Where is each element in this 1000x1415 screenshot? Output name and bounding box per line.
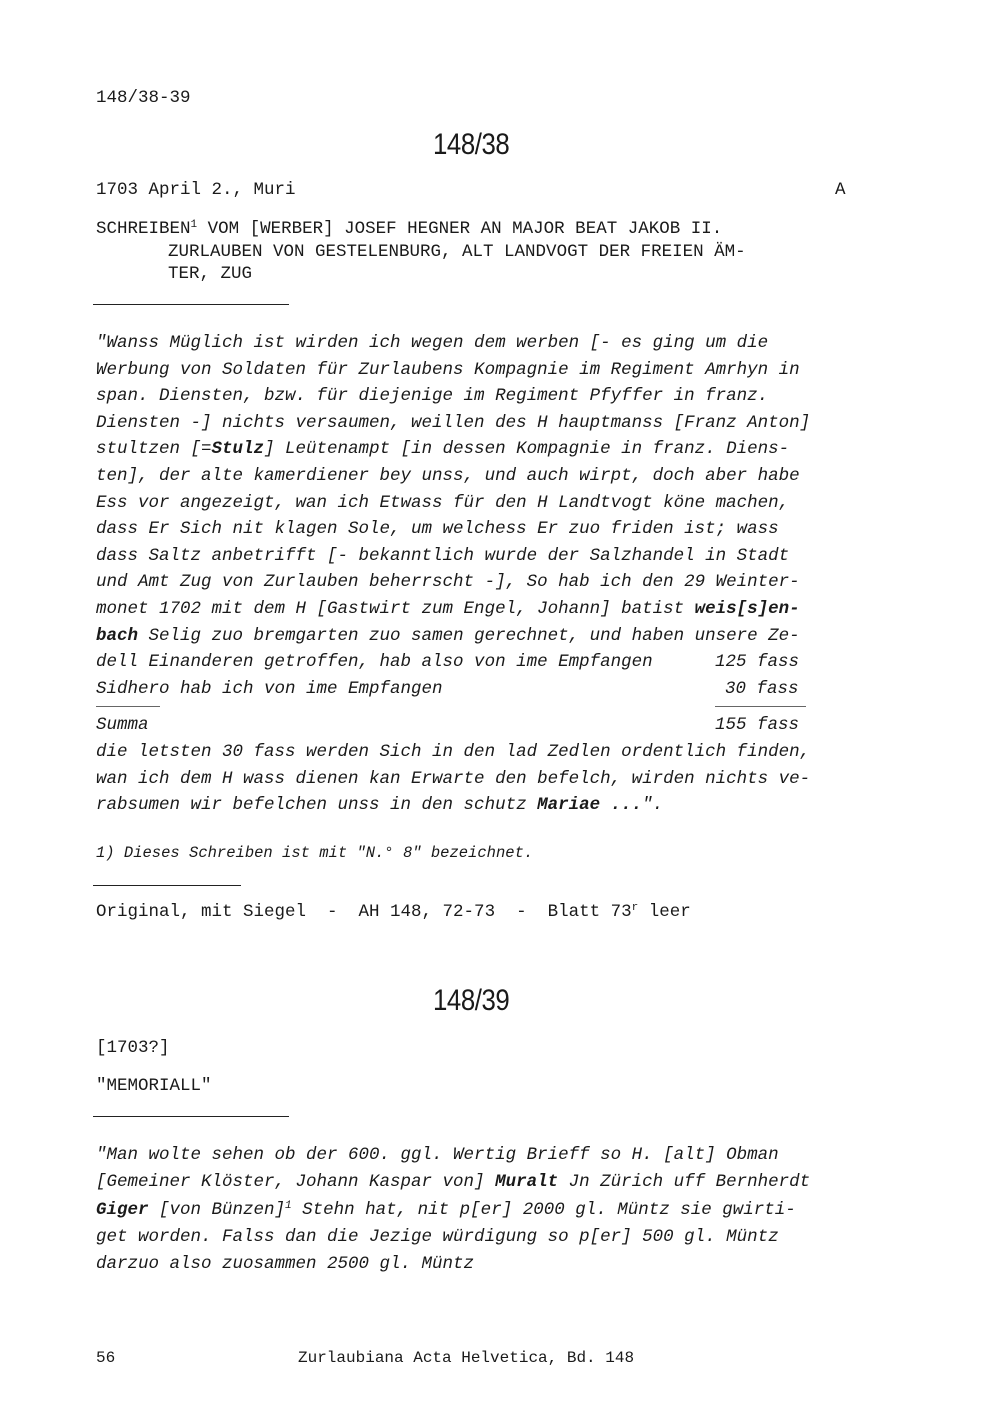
body-line: [Gemeiner Klöster, Johann Kaspar von] Muralt Jn Zürich uff Bernherdt <box>96 1172 811 1192</box>
sum-amount: 155 fass <box>715 715 800 735</box>
body-line: monet 1702 mit dem H [Gastwirt zum Engel, Johann] batist weis[s]en- <box>96 599 800 619</box>
body-line: ten], der alte kamerdiener bey unss, und auch wirpt, doch aber habe <box>96 466 800 486</box>
page-number: 56 <box>96 1349 116 1367</box>
document-title-line-1: SCHREIBEN$^1$ VOM [WERBER] JOSEF HEGNER AN MAJOR BEAT JAKOB II. <box>96 219 723 239</box>
bold-name: Muralt <box>495 1172 559 1192</box>
title-separator-rule <box>93 304 289 305</box>
document-number-heading: 148/39 <box>433 984 510 1017</box>
document-number-heading: 148/38 <box>433 128 510 161</box>
series-title: Zurlaubiana Acta Helvetica, Bd. 148 <box>298 1349 635 1367</box>
body-line: rabsumen wir befelchen unss in den schutz Mariae ...". <box>96 795 664 815</box>
document-date: [1703?] <box>96 1038 170 1058</box>
document-title-line-2: ZURLAUBEN VON GESTELENBURG, ALT LANDVOGT DER FREIEN ÄM- <box>168 242 746 262</box>
body-line: "Wanss Müglich ist wirden ich wegen dem werben [- es ging um die <box>96 333 769 353</box>
body-line: span. Diensten, bzw. für diejenige im Regiment Pfyffer in franz. <box>96 386 769 406</box>
body-line: stultzen [=Stulz] Leütenampt [in dessen Kompagnie in franz. Diens- <box>96 439 790 459</box>
body-line: bach Selig zuo bremgarten zuo samen gerechnet, und haben unsere Ze- <box>96 626 800 646</box>
sum-rule-right <box>715 706 806 707</box>
body-line: dell Einanderen getroffen, hab also von ime Empfangen <box>96 652 653 672</box>
footnote-marker: 1 <box>190 219 198 231</box>
sum-label: Summa <box>96 715 149 735</box>
footnote: 1) Dieses Schreiben ist mit "N.° 8" bezeichnet. <box>96 844 534 862</box>
body-line: die letsten 30 fass werden Sich in den lad Zedlen ordentlich finden, <box>96 742 811 762</box>
body-line: get worden. Falss dan die Jezige würdigung so p[er] 500 gl. Müntz <box>96 1227 779 1247</box>
footnote-separator-rule <box>93 885 241 886</box>
body-line: darzuo also zuosammen 2500 gl. Müntz <box>96 1254 475 1274</box>
source-citation: Original, mit Siegel - AH 148, 72-73 - Blatt 73$^r$ leer <box>96 902 691 922</box>
body-line: Sidhero hab ich von ime Empfangen <box>96 679 443 699</box>
bold-name: Giger <box>96 1200 149 1220</box>
body-line: dass Er Sich nit klagen Sole, um welchess Er zuo friden ist; wass <box>96 519 779 539</box>
bold-name: bach <box>96 626 139 646</box>
footnote-marker: 1 <box>285 1200 292 1212</box>
bold-name: Mariae ... <box>537 795 643 815</box>
body-line: und Amt Zug von Zurlauben beherrscht -], So hab ich den 29 Weinter- <box>96 572 800 592</box>
title-separator-rule <box>93 1116 289 1117</box>
bold-name: weis[s]en- <box>694 599 800 619</box>
amount-value: 30 fass <box>725 679 799 699</box>
body-line: Diensten -] nichts versaumen, weillen des H hauptmanss [Franz Anton] <box>96 413 811 433</box>
document-title-line-3: TER, ZUG <box>168 264 253 284</box>
amount-value: 125 fass <box>715 652 800 672</box>
bold-name: Stulz <box>211 439 265 459</box>
document-letter-grade: A <box>835 180 846 200</box>
document-date-place: 1703 April 2., Muri <box>96 180 296 200</box>
sum-rule-left <box>96 706 160 707</box>
body-line: dass Saltz anbetrifft [- bekanntlich wurde der Salzhandel in Stadt <box>96 546 790 566</box>
page-reference: 148/38-39 <box>96 88 191 108</box>
body-line: Werbung von Soldaten für Zurlaubens Kompagnie im Regiment Amrhyn in <box>96 360 800 380</box>
body-line: "Man wolte sehen ob der 600. ggl. Wertig Brieff so H. [alt] Obman <box>96 1145 779 1165</box>
body-line: wan ich dem H wass dienen kan Erwarte den befelch, wirden nichts ve- <box>96 769 811 789</box>
body-line: Giger [von Bünzen]$^1$ Stehn hat, nit p[er] 2000 gl. Müntz sie gwirti- <box>96 1200 796 1220</box>
document-title: "MEMORIALL" <box>96 1076 212 1096</box>
body-line: Ess vor angezeigt, wan ich Etwass für den H Landtvogt köne machen, <box>96 493 790 513</box>
